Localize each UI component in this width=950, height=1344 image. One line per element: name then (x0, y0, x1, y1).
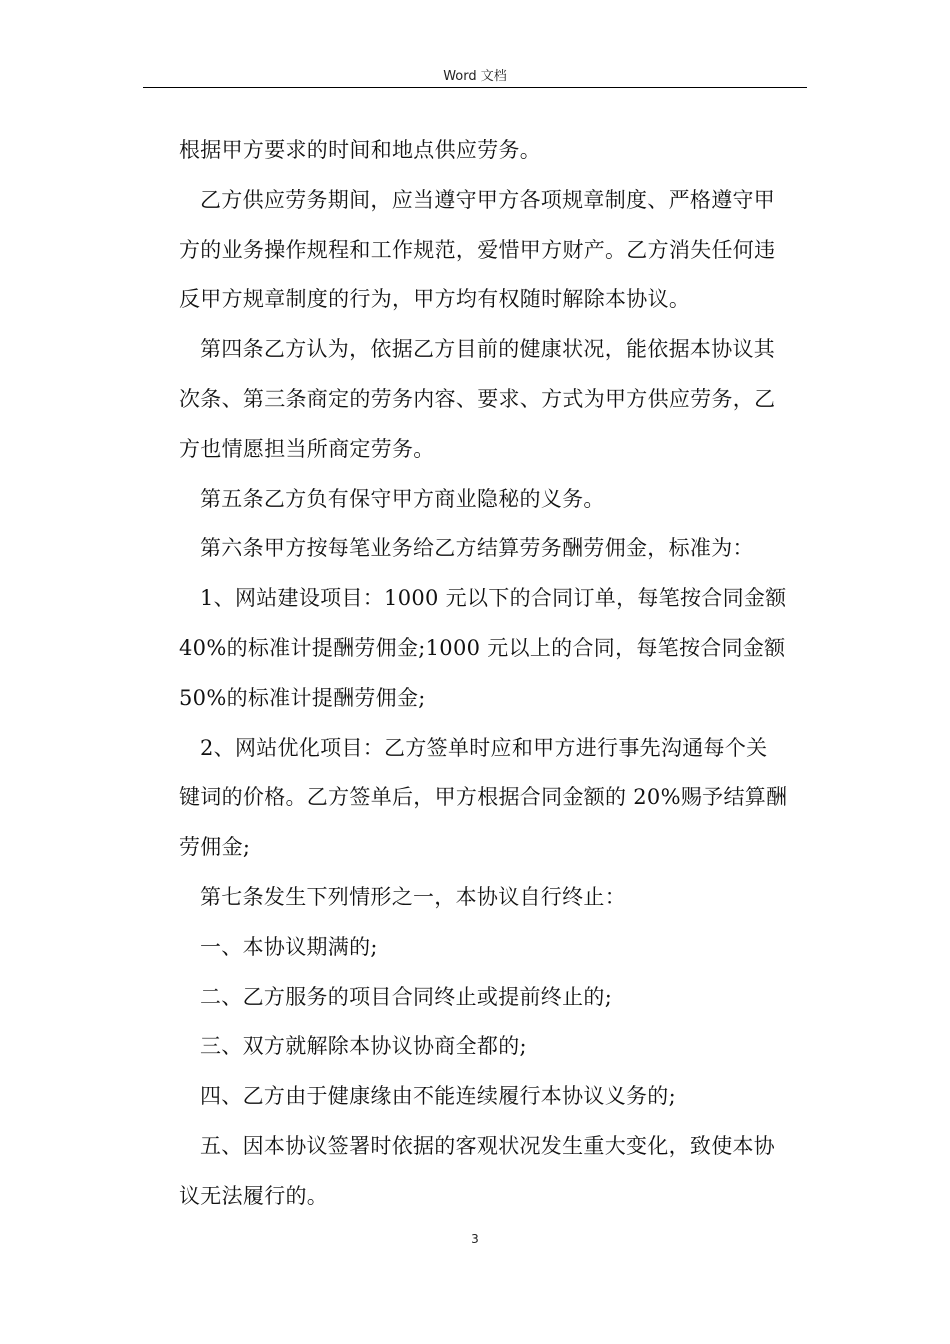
header-divider (143, 87, 807, 88)
page-header-title: Word 文档 (443, 69, 507, 84)
text-line: 第六条甲方按每笔业务给乙方结算劳务酬劳佣金，标准为： (200, 536, 754, 561)
text-line: 1、网站建设项目：1000 元以下的合同订单，每笔按合同金额 (200, 586, 787, 611)
text-line: 方也情愿担当所商定劳务。 (179, 436, 435, 461)
text-line: 一、本协议期满的; (200, 934, 378, 959)
text-line: 50%的标准计提酬劳佣金; (179, 685, 426, 710)
text-line: 四、乙方由于健康缘由不能连续履行本协议义务的; (200, 1084, 676, 1109)
text-line: 根据甲方要求的时间和地点供应劳务。 (179, 138, 542, 162)
document-body (179, 126, 804, 1222)
text-line: 五、因本协议签署时依据的客观状况发生重大变化，致使本协 (200, 1133, 776, 1158)
text-line: 三、双方就解除本协议协商全都的; (200, 1034, 527, 1059)
text-line: 第四条乙方认为，依据乙方目前的健康状况，能依据本协议其 (200, 337, 776, 362)
page-number: 3 (471, 1232, 479, 1246)
text-line: 劳佣金; (179, 835, 251, 860)
text-line: 2、网站优化项目：乙方签单时应和甲方进行事先沟通每个关 (200, 735, 768, 760)
text-line: 反甲方规章制度的行为，甲方均有权随时解除本协议。 (179, 287, 691, 312)
text-line: 议无法履行的。 (179, 1183, 329, 1208)
text-line: 乙方供应劳务期间，应当遵守甲方各项规章制度、严格遵守甲 (200, 187, 776, 212)
text-line: 第七条发生下列情形之一，本协议自行终止： (200, 884, 626, 909)
text-line: 40%的标准计提酬劳佣金;1000 元以上的合同，每笔按合同金额 (179, 635, 786, 660)
text-line: 第五条乙方负有保守甲方商业隐秘的义务。 (200, 486, 605, 511)
text-line: 二、乙方服务的项目合同终止或提前终止的; (200, 984, 613, 1009)
text-line: 键词的价格。乙方签单后，甲方根据合同金额的 20%赐予结算酬 (179, 785, 788, 810)
text-line: 方的业务操作规程和工作规范，爱惜甲方财产。乙方消失任何违 (179, 237, 776, 262)
text-line: 次条、第三条商定的劳务内容、要求、方式为甲方供应劳务，乙 (179, 386, 776, 411)
